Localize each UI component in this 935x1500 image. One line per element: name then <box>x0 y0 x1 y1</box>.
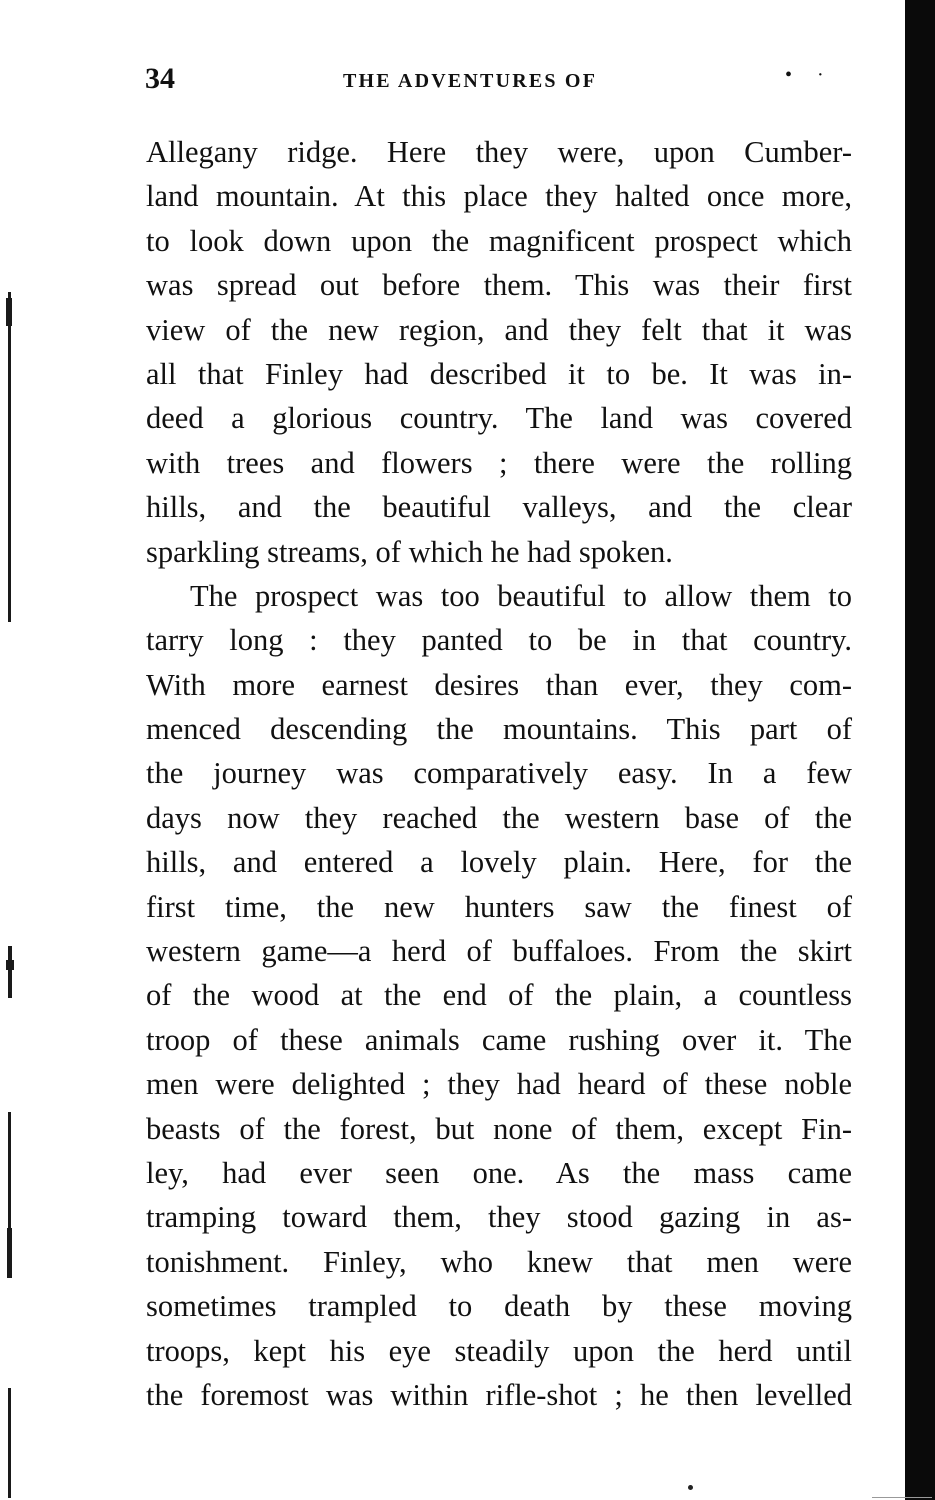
gutter-mark <box>7 1228 12 1278</box>
text-line: was spread out before them. This was their first <box>146 268 852 303</box>
text-line: With more earnest desires than ever, they com- <box>146 667 852 702</box>
text-line: beasts of the forest, but none of them, except Fin- <box>146 1111 852 1146</box>
text-line: all that Finley had described it to be. It was in- <box>146 356 852 391</box>
running-head-title: THE ADVENTURES OF <box>343 70 598 92</box>
gutter-mark <box>6 298 12 326</box>
text-line: tonishment. Finley, who knew that men were <box>146 1244 852 1279</box>
text-line: the foremost was within rifle-shot ; he then levelled <box>146 1377 852 1412</box>
body-text <box>146 130 852 1417</box>
gutter-mark <box>8 1388 11 1498</box>
text-line: ley, had ever seen one. As the mass came <box>146 1155 852 1190</box>
page-binding-edge <box>905 0 935 1500</box>
text-line: Allegany ridge. Here they were, upon Cumber- <box>146 135 852 169</box>
text-line: troops, kept his eye steadily upon the herd until <box>146 1333 852 1368</box>
text-line: tarry long : they panted to be in that country. <box>146 623 852 658</box>
ink-specks: • · <box>785 64 834 86</box>
page-number: 34 <box>145 62 175 95</box>
text-line: with trees and flowers ; there were the rolling <box>146 445 852 480</box>
text-line: of the wood at the end of the plain, a countless <box>146 978 852 1013</box>
scan-edge-rule <box>872 1497 932 1498</box>
gutter-mark <box>8 292 11 622</box>
text-line: the journey was comparatively easy. In a few <box>146 756 852 791</box>
text-line: troop of these animals came rushing over it. The <box>146 1022 852 1057</box>
gutter-mark <box>8 946 12 998</box>
text-line: deed a glorious country. The land was covered <box>146 401 852 436</box>
ink-speck <box>688 1485 693 1490</box>
text-line: tramping toward them, they stood gazing in as- <box>146 1200 852 1235</box>
text-line: The prospect was too beautiful to allow them to <box>190 578 852 613</box>
text-line: menced descending the mountains. This part of <box>146 712 852 747</box>
text-line: sparkling streams, of which he had spoken. <box>146 534 673 569</box>
running-head <box>145 62 855 96</box>
gutter-mark <box>6 960 14 970</box>
text-line: sometimes trampled to death by these moving <box>146 1289 852 1324</box>
text-line: hills, and entered a lovely plain. Here, for the <box>146 845 852 880</box>
text-line: western game—a herd of buffaloes. From the skirt <box>146 934 852 969</box>
text-line: men were delighted ; they had heard of these noble <box>146 1067 852 1102</box>
text-line: land mountain. At this place they halted once more, <box>146 179 852 214</box>
text-line: days now they reached the western base of the <box>146 800 852 835</box>
text-line: to look down upon the magnificent prospect which <box>146 223 852 258</box>
text-line: view of the new region, and they felt that it was <box>146 312 852 347</box>
text-line: first time, the new hunters saw the finest of <box>146 889 852 924</box>
text-line: hills, and the beautiful valleys, and the clear <box>146 490 852 525</box>
